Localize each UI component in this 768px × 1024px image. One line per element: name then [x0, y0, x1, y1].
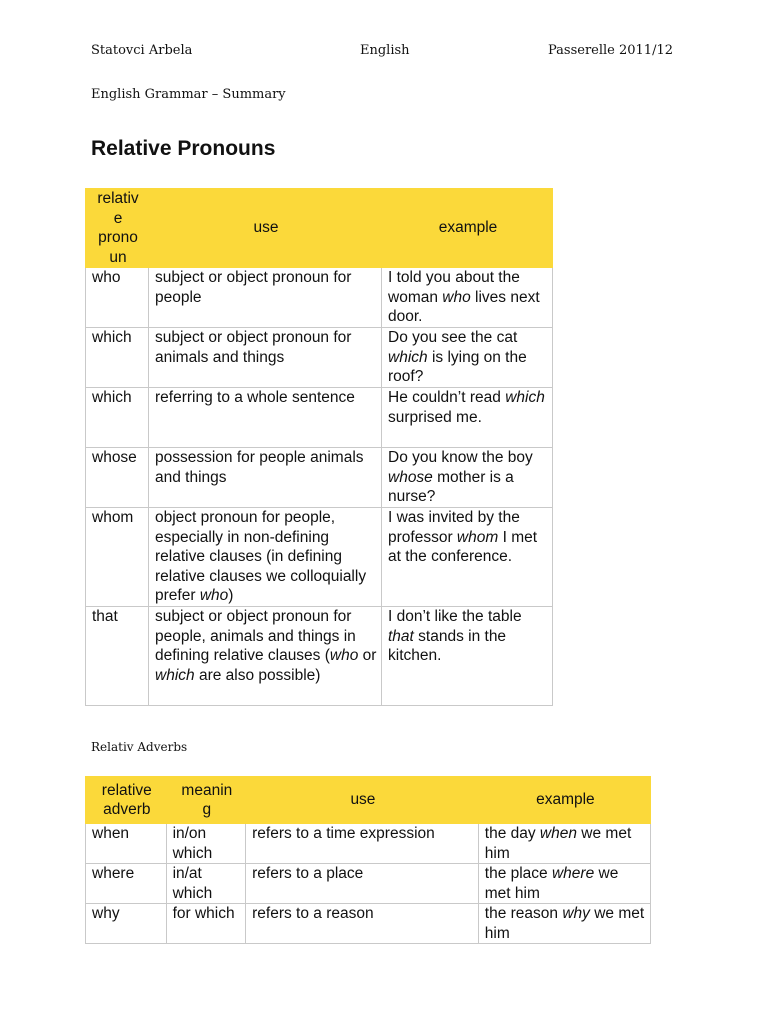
- header-author: Statovci Arbela: [91, 43, 193, 58]
- use-text: ): [228, 587, 234, 604]
- example-text: we met him: [484, 865, 619, 902]
- header-cell-pronoun: [86, 189, 149, 268]
- table-row: [86, 824, 651, 864]
- header-cell-use: use: [149, 189, 382, 268]
- example-text: surprised me.: [388, 408, 482, 426]
- meaning-cell: in/at which: [166, 864, 246, 904]
- table-row: [86, 448, 553, 508]
- example-text: the reason: [484, 905, 563, 922]
- example-emphasis: who: [442, 288, 471, 306]
- example-text: Do you see the cat: [388, 329, 518, 346]
- header-cell-adverb: [86, 777, 167, 824]
- pronoun-cell: whose: [86, 448, 149, 508]
- adverb-cell: where: [86, 864, 167, 904]
- use-cell: subject or object pronoun for people: [149, 268, 382, 328]
- header-cell-meaning: [166, 777, 246, 824]
- use-cell: referring to a whole sentence: [149, 388, 382, 448]
- use-text: or: [358, 647, 377, 664]
- example-text: the day: [484, 825, 540, 842]
- example-text: we met him: [484, 825, 632, 862]
- relative-pronouns-table: [85, 188, 553, 706]
- example-text: is lying on the roof?: [388, 348, 527, 385]
- use-text: are also possible): [194, 666, 321, 684]
- example-cell: [382, 388, 553, 448]
- use-cell: subject or object pronoun for animals and things: [149, 328, 382, 388]
- header-label: meanin g: [181, 781, 233, 818]
- header-cell-example: example: [382, 189, 553, 268]
- example-emphasis: where: [551, 865, 595, 882]
- example-text: I met at the conference.: [388, 528, 538, 565]
- use-emphasis: who: [329, 647, 359, 664]
- example-emphasis: why: [562, 905, 590, 922]
- pronoun-cell: who: [86, 268, 149, 328]
- header-label: relativ e prono un: [97, 190, 139, 266]
- example-emphasis: which: [505, 389, 545, 406]
- example-text: mother is a nurse?: [388, 468, 514, 505]
- pronoun-cell: which: [86, 388, 149, 448]
- header-class: Passerelle 2011/12: [548, 43, 674, 58]
- pronoun-cell: whom: [86, 508, 149, 607]
- use-cell: [149, 607, 382, 706]
- example-text: I told you about the woman: [388, 269, 520, 306]
- adverb-cell: when: [86, 824, 167, 864]
- section-title-relative-adverbs: Relativ Adverbs: [91, 740, 188, 754]
- use-cell: refers to a place: [246, 864, 479, 904]
- use-emphasis: who: [199, 587, 229, 604]
- example-emphasis: whom: [456, 528, 499, 546]
- use-text: subject or object pronoun for people, animals and things in defining relative clauses (: [155, 608, 356, 664]
- example-emphasis: whose: [388, 468, 433, 486]
- table-row: [86, 864, 651, 904]
- relative-adverbs-table: [85, 776, 651, 944]
- document-subtitle: English Grammar – Summary: [91, 87, 286, 102]
- example-text: stands in the kitchen.: [388, 627, 507, 664]
- table-row: [86, 388, 553, 448]
- example-text: Do you know the boy: [388, 449, 533, 466]
- example-text: the place: [484, 865, 552, 882]
- example-text: I was invited by the professor: [388, 509, 520, 546]
- table-row: [86, 268, 553, 328]
- table-row: [86, 508, 553, 607]
- table-header-row: [86, 777, 651, 824]
- use-cell: [149, 508, 382, 607]
- example-text: we met him: [484, 905, 645, 942]
- use-emphasis: which: [155, 666, 195, 684]
- adverb-cell: why: [86, 904, 167, 944]
- header-cell-use: use: [246, 777, 479, 824]
- example-text: lives next door.: [388, 288, 540, 325]
- table-row: [86, 607, 553, 706]
- pronoun-cell: that: [86, 607, 149, 706]
- example-cell: [382, 508, 553, 607]
- use-cell: refers to a time expression: [246, 824, 479, 864]
- example-cell: [382, 268, 553, 328]
- example-emphasis: that: [388, 627, 414, 645]
- example-cell: [382, 328, 553, 388]
- meaning-cell: for which: [166, 904, 246, 944]
- use-cell: refers to a reason: [246, 904, 479, 944]
- example-cell: [478, 864, 650, 904]
- example-cell: [382, 607, 553, 706]
- table-row: [86, 328, 553, 388]
- example-text: He couldn’t read: [388, 389, 506, 406]
- example-cell: [478, 824, 650, 864]
- example-cell: [478, 904, 650, 944]
- pronoun-cell: which: [86, 328, 149, 388]
- header-cell-example: example: [478, 777, 650, 824]
- section-title-relative-pronouns: Relative Pronouns: [91, 137, 276, 160]
- header-label: relative adverb: [101, 781, 152, 818]
- table-header-row: [86, 189, 553, 268]
- example-cell: [382, 448, 553, 508]
- example-emphasis: when: [539, 825, 577, 842]
- table-row: [86, 904, 651, 944]
- meaning-cell: in/on which: [166, 824, 246, 864]
- example-text: I don’t like the table: [388, 608, 522, 625]
- use-cell: possession for people animals and things: [149, 448, 382, 508]
- header-subject: English: [360, 43, 410, 58]
- use-text: object pronoun for people, especially in non-defining relative clauses (in defining relative clauses we colloquially prefer: [155, 509, 367, 604]
- example-emphasis: which: [388, 348, 428, 366]
